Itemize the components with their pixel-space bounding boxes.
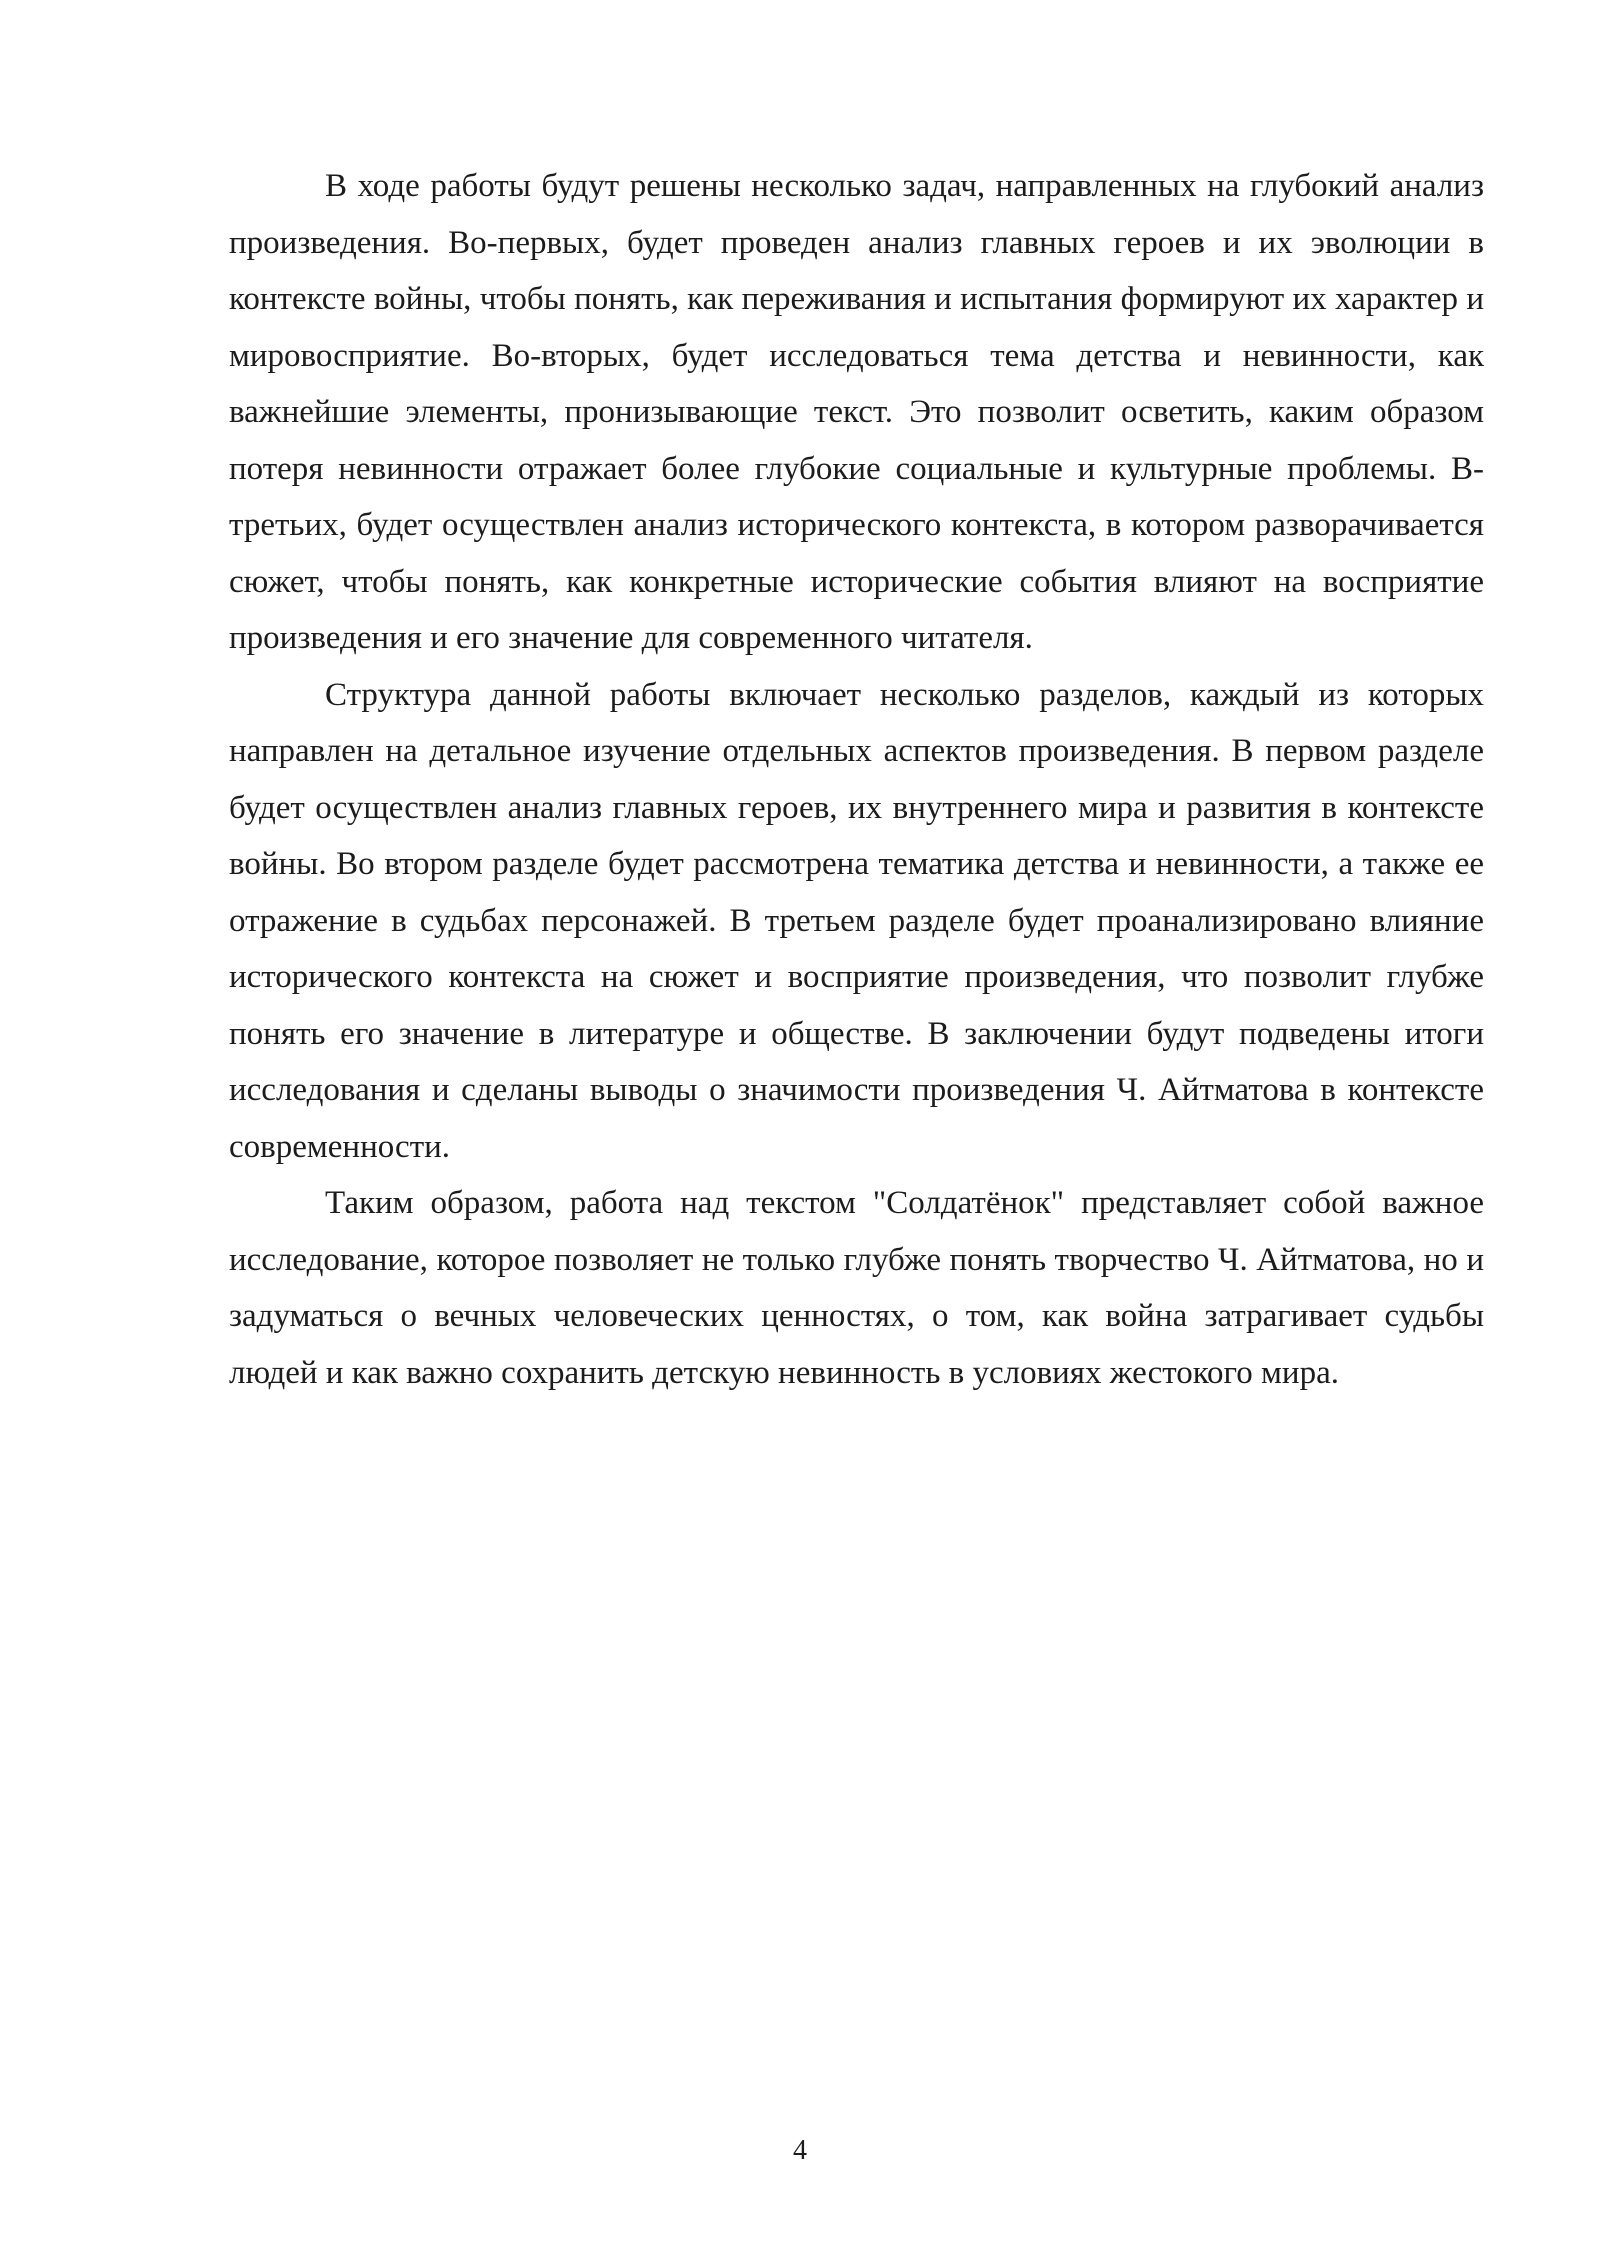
page-number: 4	[793, 2135, 807, 2166]
body-text	[229, 158, 1484, 1401]
paragraph-tasks: В ходе работы будут решены несколько задач, направленных на глубокий анализ произведения. Во-первых, будет проведен анализ главных героев и их эволюции в контексте войны, чтобы понять, как переживания и испытания формируют их характер и мировосприятие. Во-вторых, будет исследоваться тема детства и невинности, как важнейшие элементы, пронизывающие текст. Это позволит осветить, каким образом потеря невинности отражает более глубокие социальные и культурные проблемы. В-третьих, будет осуществлен анализ исторического контекста, в котором разворачивается сюжет, чтобы понять, как конкретные исторические события влияют на восприятие произведения и его значение для современного читателя.	[229, 168, 1484, 656]
paragraph-structure: Структура данной работы включает несколько разделов, каждый из которых направлен на детальное изучение отдельных аспектов произведения. В первом разделе будет осуществлен анализ главных героев, их внутреннего мира и развития в контексте войны. Во втором разделе будет рассмотрена тематика детства и невинности, а также ее отражение в судьбах персонажей. В третьем разделе будет проанализировано влияние исторического контекста на сюжет и восприятие произведения, что позволит глубже понять его значение в литературе и обществе. В заключении будут подведены итоги исследования и сделаны выводы о значимости произведения Ч. Айтматова в контексте современности.	[229, 676, 1484, 1165]
paragraph-conclusion: Таким образом, работа над текстом "Солдатёнок" представляет собой важное исследование, которое позволяет не только глубже понять творчество Ч. Айтматова, но и задуматься о вечных человеческих ценностях, о том, как война затрагивает судьбы людей и как важно сохранить детскую невинность в условиях жестокого мира.	[229, 1185, 1484, 1391]
